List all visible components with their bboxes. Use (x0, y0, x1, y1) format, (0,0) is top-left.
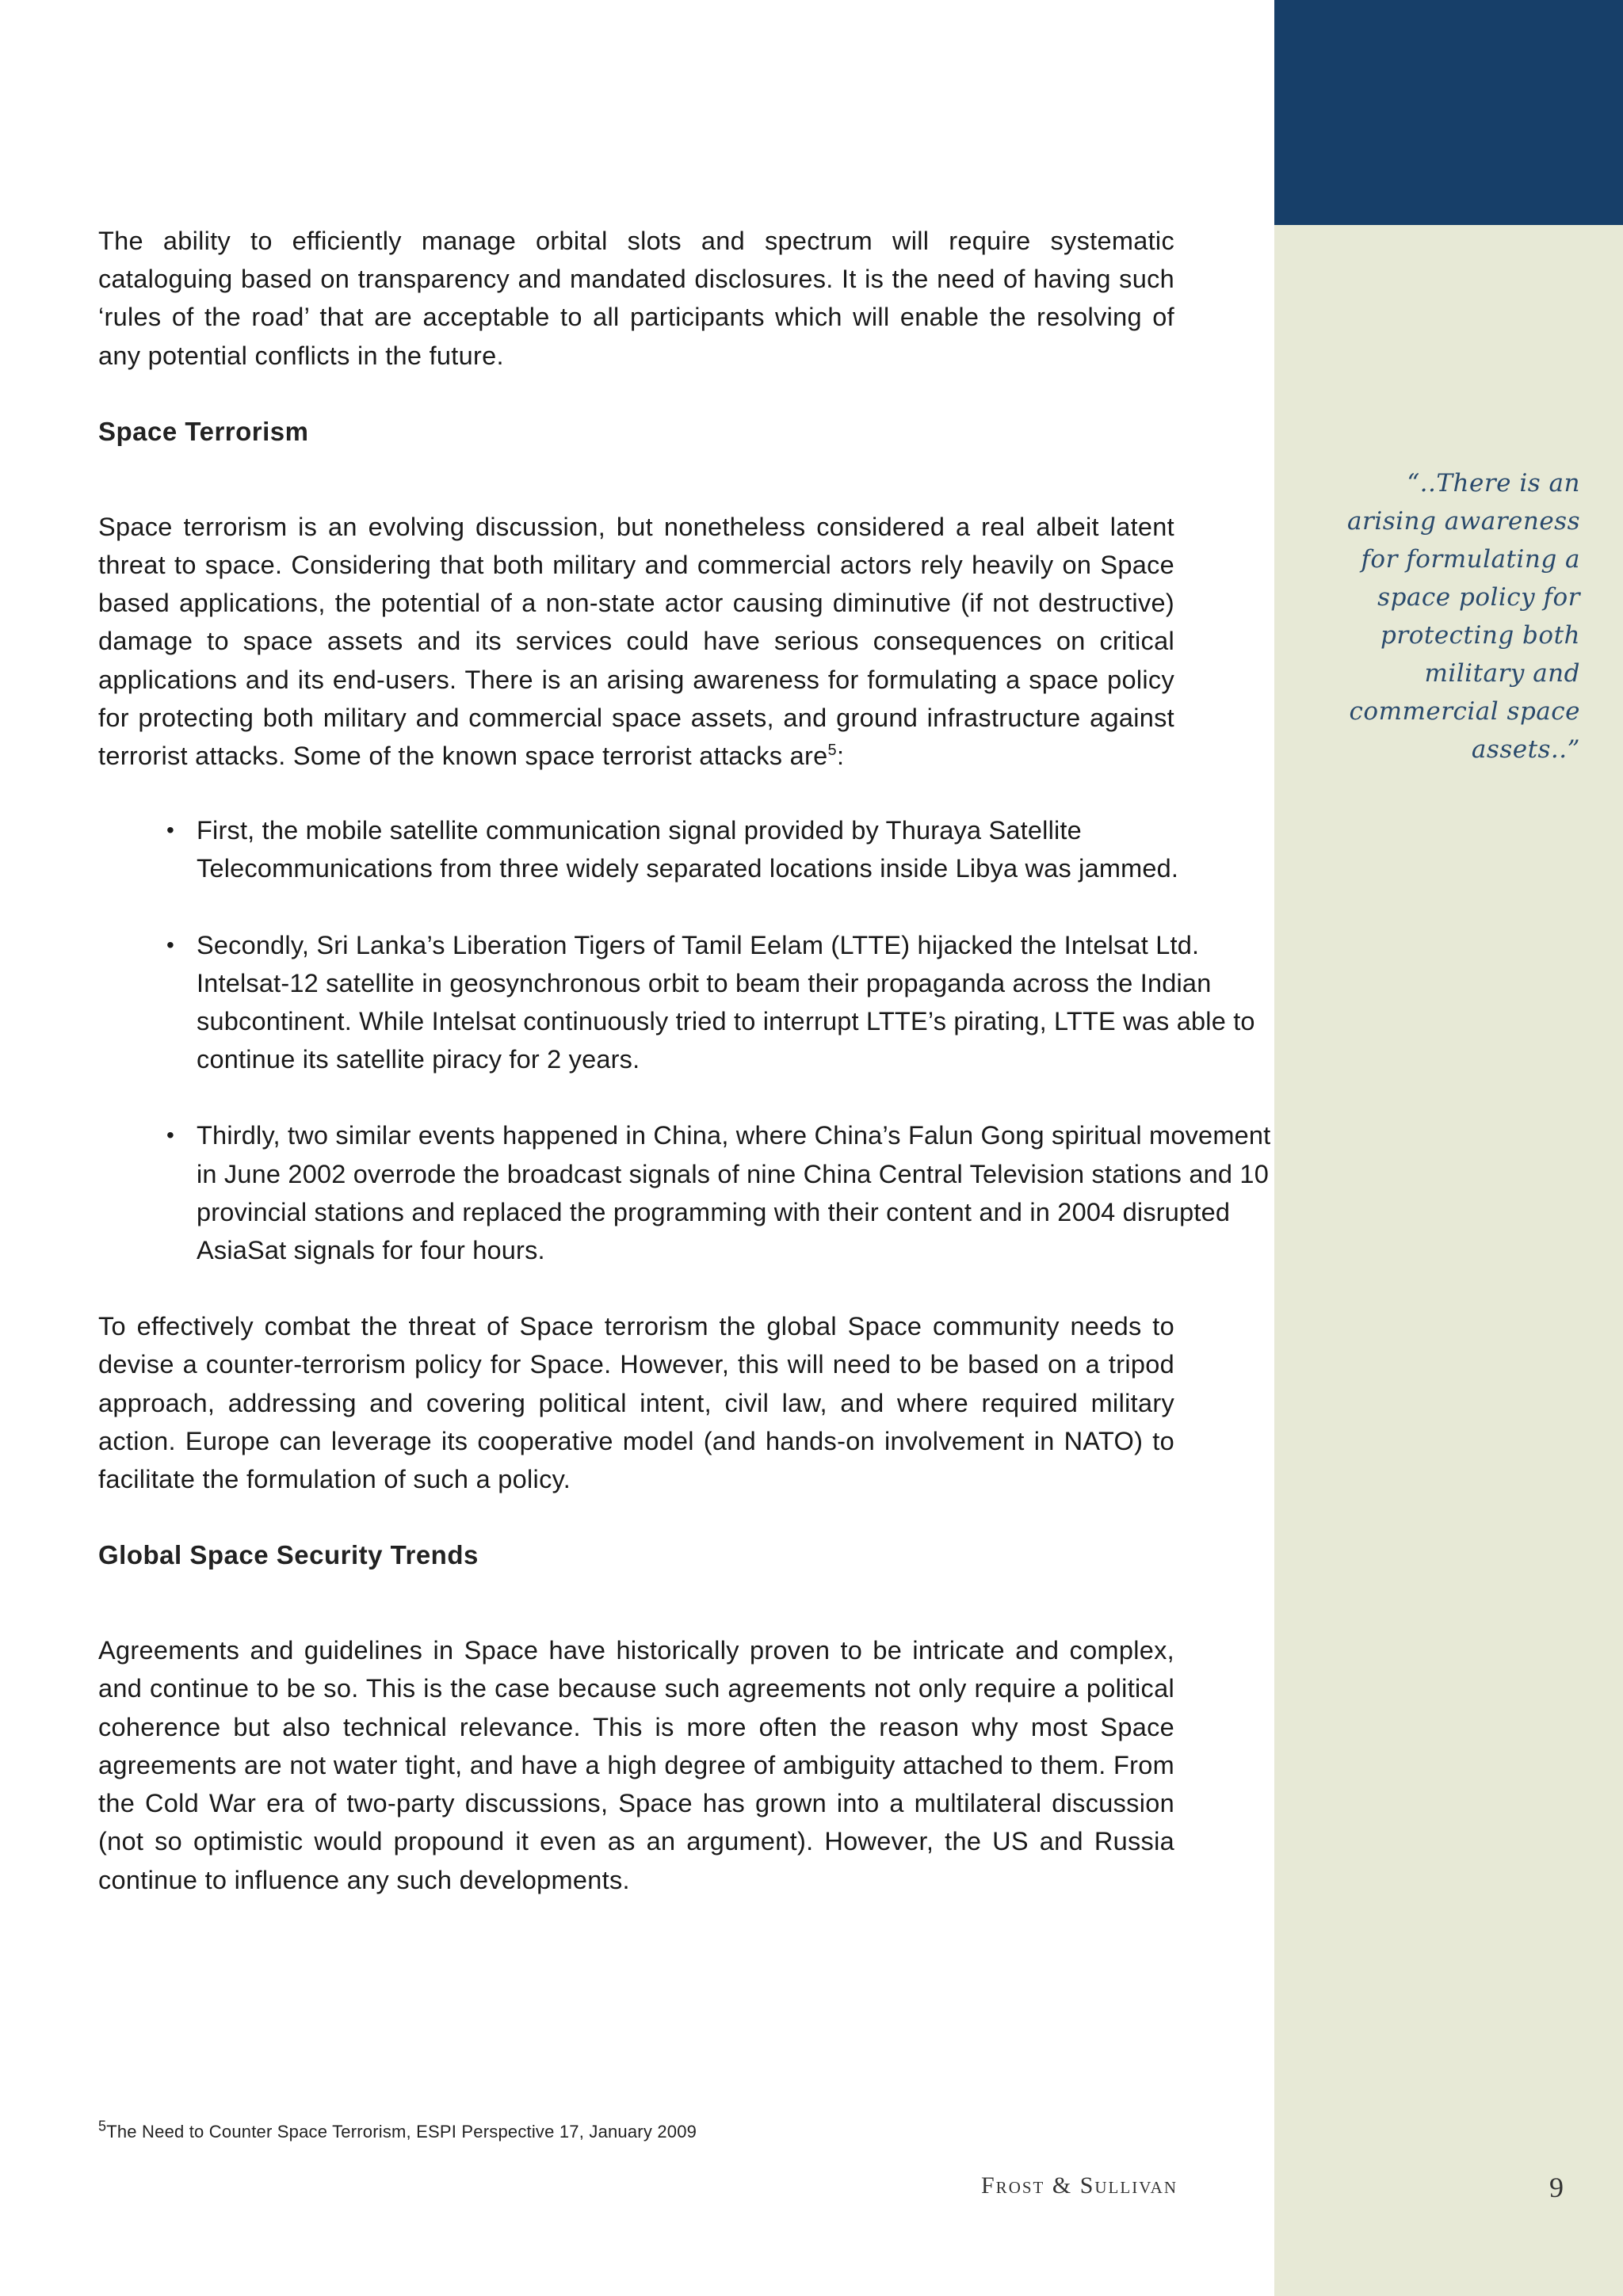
space-terrorism-paragraph (98, 508, 1174, 775)
sidebar-color-block (1274, 0, 1623, 225)
bullet-icon: • (166, 932, 175, 957)
global-trends-heading: Global Space Security Trends (98, 1540, 479, 1570)
space-terrorism-paragraph-text: Space terrorism is an evolving discussion, but nonetheless considered a real albeit latent threat to space. Considering that both military and commercial actors rely heavily on Space based applications, the potential of a non-state actor causing diminutive (if not destructive) damage to space assets and its services could have serious consequences on critical applications and its end-users. There is an arising awareness for formulating a space policy for protecting both military and commercial space assets, and ground infrastructure against terrorist attacks. Some of the known space terrorist attacks are (98, 512, 1174, 771)
counter-terrorism-paragraph: To effectively combat the threat of Space terrorism the global Space community needs to devise a counter-terrorism policy for Space. However, this will need to be based on a tripod approach, addressing and covering political intent, civil law, and where required military action. Europe can leverage its cooperative model (and hands-on involvement in NATO) to facilitate the formulation of such a policy. (98, 1312, 1174, 1494)
footnote-number: 5 (98, 2118, 107, 2134)
bullet-icon: • (166, 1123, 175, 1148)
attack-list (98, 811, 1271, 1269)
footnote-reference: 5 (827, 742, 837, 760)
list-item (98, 1116, 1284, 1269)
list-item-text: Thirdly, two similar events happened in China, where China’s Falun Gong spiritual movement in June 2002 overrode the broadcast signals of nine China Central Television stations and 10 provincial stations and replaced the programming with their content and in 2004 disrupted AsiaSat signals for four hours. (197, 1121, 1271, 1265)
intro-paragraph: The ability to efficiently manage orbital slots and spectrum will require systematic cataloguing based on transparency and mandated disclosures. It is the need of having such ‘rules of the road’ that are acceptable to all participants which will enable the resolving of any potential conflicts in the future. (98, 227, 1174, 370)
list-item (98, 811, 1284, 887)
space-terrorism-paragraph-end: : (836, 742, 845, 771)
bullet-icon: • (166, 818, 175, 843)
pull-quote: “..There is an arising awareness for formulating a space policy for protecting both military and commercial space assets..” (1347, 469, 1580, 764)
sidebar (1274, 0, 1623, 2296)
page-number: 9 (1549, 2172, 1564, 2203)
list-item (98, 926, 1284, 1079)
global-trends-paragraph: Agreements and guidelines in Space have historically proven to be intricate and complex, and continue to be so. This is the case because such agreements not only require a political coherence but also technical relevance. This is more often the reason why most Space agreements are not water tight, and have a high degree of ambiguity attached to them. From the Cold War era of two-party discussions, Space has grown into a multilateral discussion (not so optimistic would propound it even as an argument). However, the US and Russia continue to influence any such developments. (98, 1636, 1174, 1894)
main-column (98, 222, 1271, 1899)
list-item-text: First, the mobile satellite communication signal provided by Thuraya Satellite Telecommunications from three widely separated locations inside Libya was jammed. (197, 816, 1179, 883)
space-terrorism-heading: Space Terrorism (98, 416, 309, 446)
publisher-logo: Frost & Sullivan (981, 2172, 1178, 2199)
footnote (98, 2118, 697, 2142)
footnote-text: The Need to Counter Space Terrorism, ESPI Perspective 17, January 2009 (106, 2122, 697, 2142)
list-item-text: Secondly, Sri Lanka’s Liberation Tigers of Tamil Eelam (LTTE) hijacked the Intelsat Ltd. Intelsat-12 satellite in geosynchronous orbit to beam their propaganda across the Indian subcontinent. While Intelsat continuously tried to interrupt LTTE’s pirating, LTTE was able to continue its satellite piracy for 2 years. (197, 930, 1255, 1074)
